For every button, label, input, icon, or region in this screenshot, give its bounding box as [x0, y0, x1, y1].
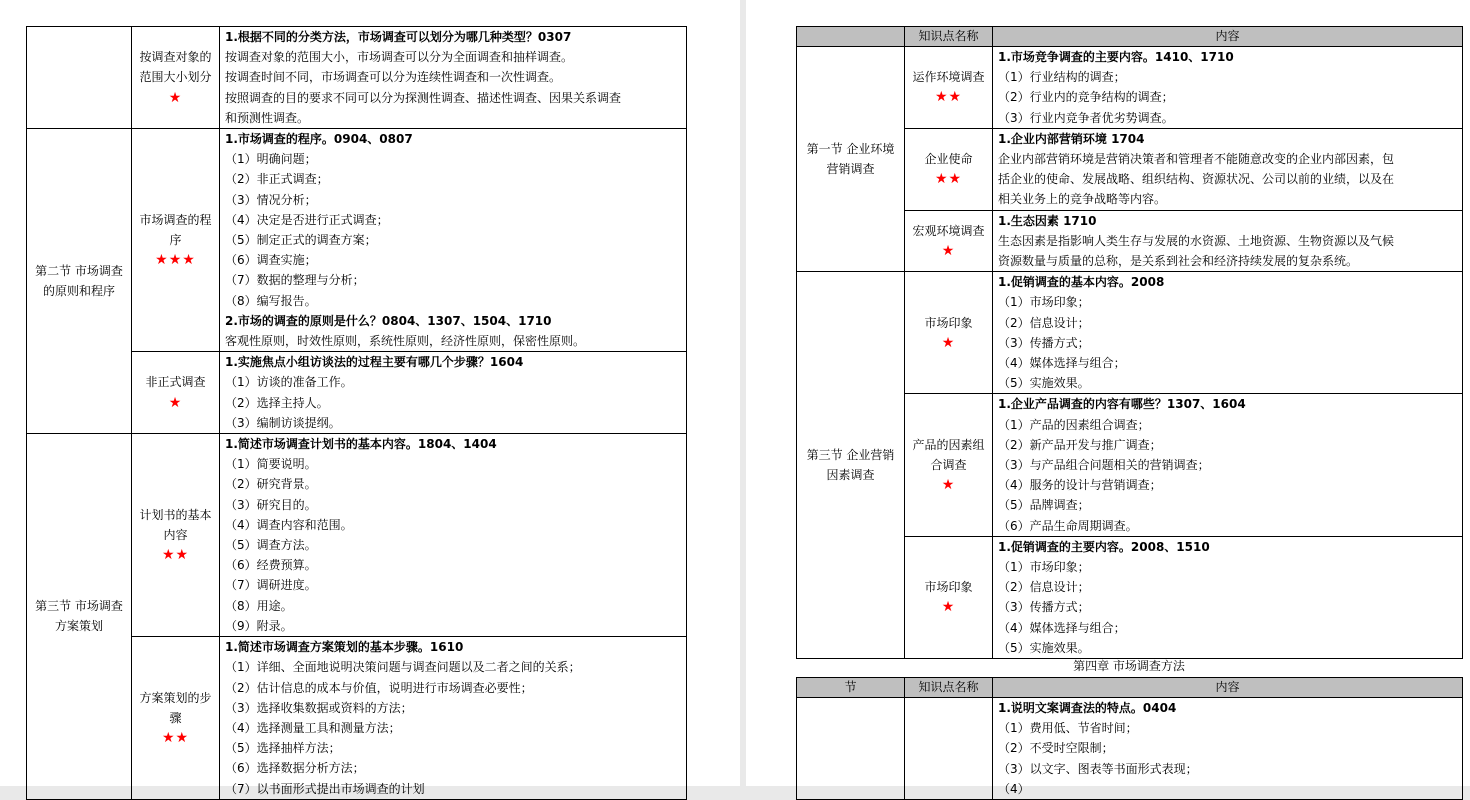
knowledge-point-cell	[132, 129, 220, 352]
answer-line: 资源数量与质量的总称，是关系到社会和经济持续发展的复杂系统。	[998, 254, 1359, 269]
knowledge-point-cell	[132, 637, 220, 800]
question-line: 1.促销调查的基本内容。2008	[998, 275, 1165, 290]
section-cell	[797, 698, 905, 800]
answer-line: 括企业的使命、发展战略、组织结构、资源状况、公司以前的业绩，以及在	[998, 172, 1395, 187]
answer-line: （1）产品的因素组合调查；	[998, 417, 1150, 432]
table-header-row	[797, 27, 1463, 47]
question-line: 1.企业产品调查的内容有哪些？1307、1604	[998, 397, 1246, 412]
answer-line: （2）新产品开发与推广调查；	[998, 437, 1162, 452]
content-cell	[220, 129, 687, 352]
question-line: 1.促销调查的主要内容。2008、1510	[998, 539, 1210, 554]
content-cell	[993, 210, 1463, 272]
knowledge-table-right	[796, 26, 1463, 659]
importance-stars: ★	[941, 334, 956, 351]
answer-line: （5）调查方法。	[225, 538, 317, 553]
section-cell: 第三节 市场调查方案策划	[27, 434, 132, 800]
answer-line: （4）决定是否进行正式调查；	[225, 212, 389, 227]
answer-line: （3）情况分析；	[225, 192, 317, 207]
content-cell	[993, 272, 1463, 394]
knowledge-point-name: 市场印象	[924, 315, 973, 330]
table-row	[797, 272, 1463, 394]
section-cell: 第一节 企业环境营销调查	[797, 47, 905, 272]
answer-line: （2）信息设计；	[998, 315, 1090, 330]
answer-line: （3）编制访谈提纲。	[225, 415, 341, 430]
answer-line: （2）估计信息的成本与价值，说明进行市场调查必要性；	[225, 680, 533, 695]
question-line: 2.市场的调查的原则是什么？0804、1307、1504、1710	[225, 313, 552, 328]
content-cell	[220, 434, 687, 637]
answer-line: （7）数据的整理与分析；	[225, 273, 365, 288]
content-cell	[220, 27, 687, 129]
content-cell	[993, 536, 1463, 658]
header-section	[797, 27, 905, 47]
answer-line: （3）行业内竞争者优劣势调查。	[998, 110, 1174, 125]
content-cell	[993, 698, 1463, 800]
answer-line: （2）不受时空限制；	[998, 741, 1114, 756]
table-row	[797, 698, 1463, 800]
importance-stars: ★★★	[155, 252, 196, 269]
content-cell	[220, 637, 687, 800]
section-cell: 第二节 市场调查的原则和程序	[27, 129, 132, 434]
answer-line: （1）费用低、节省时间；	[998, 721, 1138, 736]
answer-line: （1）简要说明。	[225, 457, 317, 472]
answer-line: （5）品牌调查；	[998, 498, 1090, 513]
answer-line: （8）用途。	[225, 598, 293, 613]
knowledge-point-cell	[905, 128, 993, 210]
answer-line: （3）与产品组合问题相关的营销调查；	[998, 458, 1210, 473]
answer-line: （7）调研进度。	[225, 578, 317, 593]
question-line: 1.市场调查的程序。0904、0807	[225, 132, 413, 147]
table-row	[27, 434, 687, 637]
answer-line: （1）明确问题；	[225, 152, 317, 167]
content-cell	[993, 128, 1463, 210]
knowledge-point-name: 运作环境调查	[912, 70, 985, 85]
importance-stars: ★	[941, 599, 956, 616]
knowledge-point-name: 产品的因素组合调查	[912, 437, 985, 473]
table-header-row	[797, 678, 1463, 698]
answer-line: （5）实施效果。	[998, 640, 1090, 655]
importance-stars: ★★	[934, 89, 963, 106]
answer-line: （2）研究背景。	[225, 477, 317, 492]
answer-line: （1）市场印象；	[998, 295, 1090, 310]
knowledge-point-name: 非正式调查	[145, 375, 206, 390]
question-line: 1.根据不同的分类方法，市场调查可以划分为哪几种类型？0307	[225, 30, 572, 44]
answer-line: （2）行业内的竞争结构的调查；	[998, 90, 1174, 105]
importance-stars: ★	[168, 89, 183, 106]
knowledge-point-cell	[905, 698, 993, 800]
answer-line: （4）媒体选择与组合；	[998, 356, 1126, 371]
answer-line: （4）媒体选择与组合；	[998, 620, 1126, 635]
section-cell: 第三节 企业营销因素调查	[797, 272, 905, 659]
answer-line: （8）编写报告。	[225, 293, 317, 308]
knowledge-table-chapter4	[796, 677, 1463, 800]
header-knowledge-point: 知识点名称	[905, 678, 993, 698]
answer-line: （2）非正式调查；	[225, 172, 329, 187]
importance-stars: ★★	[161, 730, 190, 746]
knowledge-point-name: 市场调查的程序	[139, 212, 212, 248]
answer-line: （4）调查内容和范围。	[225, 517, 353, 532]
table-row	[27, 27, 687, 129]
knowledge-table-left	[26, 26, 687, 800]
section-cell	[27, 27, 132, 129]
knowledge-point-cell	[905, 394, 993, 536]
question-line: 1.简述市场调查方案策划的基本步骤。1610	[225, 640, 464, 655]
knowledge-point-name: 市场印象	[924, 580, 973, 595]
importance-stars: ★★	[934, 171, 963, 188]
content-cell	[993, 47, 1463, 129]
answer-line: （7）以书面形式提出市场调查的计划	[225, 781, 425, 796]
answer-line: （1）详细、全面地说明决策问题与调查问题以及二者之间的关系；	[225, 660, 581, 675]
answer-line: （4）选择测量工具和测量方法；	[225, 720, 401, 735]
knowledge-point-name: 计划书的基本内容	[139, 507, 212, 542]
answer-line: 按调查时间不同，市场调查可以分为连续性调查和一次性调查。	[225, 70, 562, 85]
importance-stars: ★	[168, 394, 183, 411]
knowledge-point-cell	[132, 434, 220, 637]
answer-line: （4）服务的设计与营销调查；	[998, 478, 1162, 493]
answer-line: 相关业务上的竞争战略等内容。	[998, 192, 1167, 207]
answer-line: （9）附录。	[225, 618, 293, 633]
answer-line: （2）选择主持人。	[225, 395, 329, 410]
answer-line: 生态因素是指影响人类生存与发展的水资源、土地资源、生物资源以及气候	[998, 233, 1395, 248]
answer-line: （3）研究目的。	[225, 497, 317, 512]
answer-line: （6）选择数据分析方法；	[225, 761, 365, 776]
question-line: 1.生态因素 1710	[998, 213, 1097, 228]
answer-line: （6）调查实施；	[225, 253, 317, 268]
content-cell	[220, 352, 687, 434]
importance-stars: ★	[941, 242, 956, 259]
knowledge-point-cell	[905, 47, 993, 129]
header-content: 内容	[993, 678, 1463, 698]
answer-line: 客观性原则，时效性原则，系统性原则，经济性原则，保密性原则。	[225, 334, 586, 349]
importance-stars: ★★	[161, 547, 190, 564]
answer-line: （4）	[998, 781, 1030, 796]
knowledge-point-name: 方案策划的步骤	[139, 690, 212, 725]
table-row	[27, 129, 687, 352]
answer-line: （5）实施效果。	[998, 376, 1090, 391]
answer-line: （6）产品生命周期调查。	[998, 518, 1138, 533]
header-section: 节	[797, 678, 905, 698]
answer-line: （3）传播方式；	[998, 600, 1090, 615]
answer-line: 按照调查的目的要求不同可以分为探测性调查、描述性调查、因果关系调查	[225, 90, 622, 105]
knowledge-point-cell	[905, 210, 993, 272]
answer-line: （5）选择抽样方法；	[225, 741, 341, 756]
knowledge-point-cell	[132, 352, 220, 434]
knowledge-point-cell	[132, 27, 220, 129]
answer-line: 企业内部营销环境是营销决策者和管理者不能随意改变的企业内部因素，包	[998, 152, 1395, 167]
knowledge-point-cell	[905, 272, 993, 394]
table-row	[797, 47, 1463, 129]
question-line: 1.简述市场调查计划书的基本内容。1804、1404	[225, 437, 497, 452]
importance-stars: ★	[941, 477, 956, 494]
knowledge-point-name: 按调查对象的范围大小划分	[139, 50, 212, 85]
knowledge-point-name: 企业使命	[924, 152, 973, 167]
answer-line: （1）市场印象；	[998, 560, 1090, 575]
answer-line: （1）行业结构的调查；	[998, 70, 1126, 85]
answer-line: （6）经费预算。	[225, 558, 317, 573]
header-knowledge-point: 知识点名称	[905, 27, 993, 47]
answer-line: 按调查对象的范围大小，市场调查可以分为全面调查和抽样调查。	[225, 50, 574, 65]
answer-line: （3）选择收集数据或资料的方法；	[225, 700, 413, 715]
content-cell	[993, 394, 1463, 536]
answer-line: 和预测性调查。	[225, 110, 310, 125]
answer-line: （3）传播方式；	[998, 335, 1090, 350]
answer-line: （1）访谈的准备工作。	[225, 375, 353, 390]
knowledge-point-name: 宏观环境调查	[912, 223, 985, 238]
answer-line: （2）信息设计；	[998, 580, 1090, 595]
question-line: 1.市场竞争调查的主要内容。1410、1710	[998, 50, 1234, 64]
header-content: 内容	[993, 27, 1463, 47]
answer-line: （3）以文字、图表等书面形式表现；	[998, 761, 1198, 776]
question-line: 1.说明文案调查法的特点。0404	[998, 701, 1177, 715]
question-line: 1.实施焦点小组访谈法的过程主要有哪几个步骤？1604	[225, 355, 524, 370]
answer-line: （5）制定正式的调查方案；	[225, 233, 377, 248]
knowledge-point-cell	[905, 536, 993, 658]
chapter-title: 第四章 市场调查方法	[1073, 659, 1185, 673]
question-line: 1.企业内部营销环境 1704	[998, 131, 1145, 146]
